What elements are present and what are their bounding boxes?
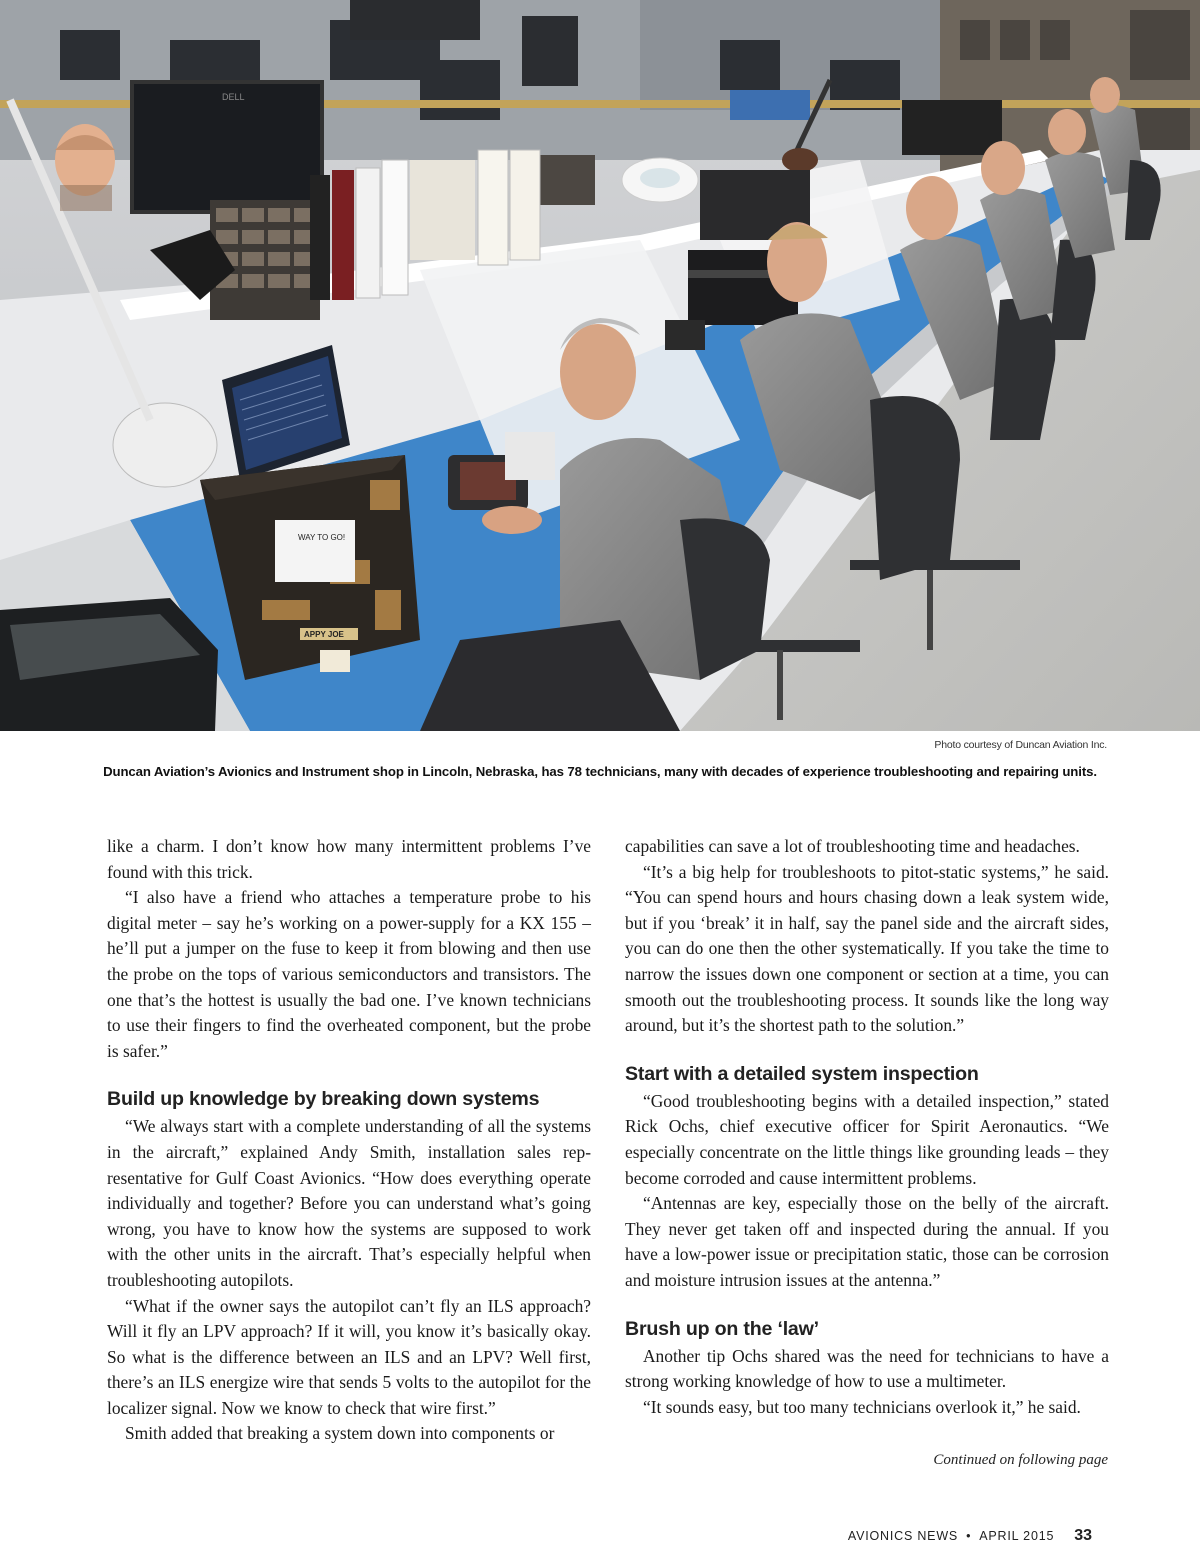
section-heading: Start with a detailed system inspection — [625, 1062, 979, 1085]
continued-note: Continued on following page — [933, 1452, 1108, 1468]
section-heading: Build up knowledge by breaking down systems — [107, 1088, 540, 1111]
page-footer — [848, 1527, 1092, 1545]
section-heading: Brush up on the ‘law’ — [625, 1317, 819, 1340]
paragraph: “Antennas are key, especially those on the belly of the aircraft. They never get taken off and inspected during the annual. If you have a low-power issue or precipitation static, those can be corrosion and moisture intrusion issues at the antenna.” — [625, 1193, 1109, 1290]
sticker-label-way-to-go: WAY TO GO! — [298, 533, 346, 542]
photo-credit: Photo courtesy of Duncan Aviation Inc. — [934, 739, 1107, 751]
sticker-label-appy-joe: APPY JOE — [304, 630, 344, 639]
paragraph: Another tip Ochs shared was the need for technicians to have a strong working knowledge of how to use a multimeter. — [625, 1345, 1109, 1392]
paragraph: Smith added that breaking a system down into components or — [125, 1423, 555, 1444]
paragraph: “I also have a friend who attaches a temperature probe to his digital meter – say he’s working on a power-supply for a KX 155 – he’ll put a jumper on the fuse to keep it from blowing and then use the probe on the tops of various semiconductors and transistors. The one that’s the hottest is usually the bad one. I’ve known technicians to use their fingers to find the overheated component, but the probe is safer.” — [107, 887, 591, 1061]
footer-separator: • — [966, 1529, 972, 1543]
paragraph: “It’s a big help for troubleshoots to pitot-static systems,” he said. “You can spend hours and hours chasing down a leak system wide, but if you ‘break’ it in half, say the panel side and the aircraft sides, you can do one then the other systematically. If you take the time to narrow the issues down one component or section at a time, you can smooth out the troubleshooting process. It sounds like the long way around, but it’s the shortest path to the solution.” — [625, 861, 1109, 1036]
publication-name: AVIONICS NEWS — [847, 1529, 959, 1543]
monitor-brand: DELL — [222, 92, 245, 102]
paragraph: “It sounds easy, but too many technicians overlook it,” he said. — [643, 1396, 1081, 1417]
page-number: 33 — [1074, 1527, 1092, 1544]
issue-date: APRIL 2015 — [979, 1529, 1055, 1543]
photo-caption: Duncan Aviation’s Avionics and Instrument shop in Lincoln, Nebraska, has 78 technicians, many with decades of experience troubleshooting and repairing units. — [103, 764, 1097, 779]
paragraph: like a charm. I don’t know how many intermittent problems I’ve found with this trick. — [107, 836, 591, 882]
paragraph: “We always start with a complete understanding of all the systems in the aircraft,” explained Andy Smith, installation sales representative for Gulf Coast Avionics. “How does everything operate individually and together? Before you can understand what’s going wrong, you have to know how the systems are supposed to work with the other units in the aircraft. That’s especially helpful when troubleshooting autopilots. — [107, 1116, 591, 1290]
paragraph: “Good troubleshooting begins with a detailed inspection,” stated Rick Ochs, chief executive officer for Spirit Aeronautics. “We especially concentrate on the little things like grounding leads – they become corroded and cause intermittent problems. — [625, 1090, 1109, 1188]
right-column — [625, 834, 1109, 1420]
left-column — [107, 834, 591, 1447]
shop-photo — [0, 0, 1200, 731]
paragraph: “What if the owner says the autopilot can’t fly an ILS approach? Will it fly an LPV approach? If it will, you know it’s basically okay. So what is the difference between an ILS and an LPV? Well first, there’s an ILS energize wire that sends 5 volts to the autopilot for the localizer signal. Now we know to check that wire first.” — [107, 1295, 591, 1418]
paragraph: capabilities can save a lot of troubleshooting time and headaches. — [625, 836, 1080, 856]
